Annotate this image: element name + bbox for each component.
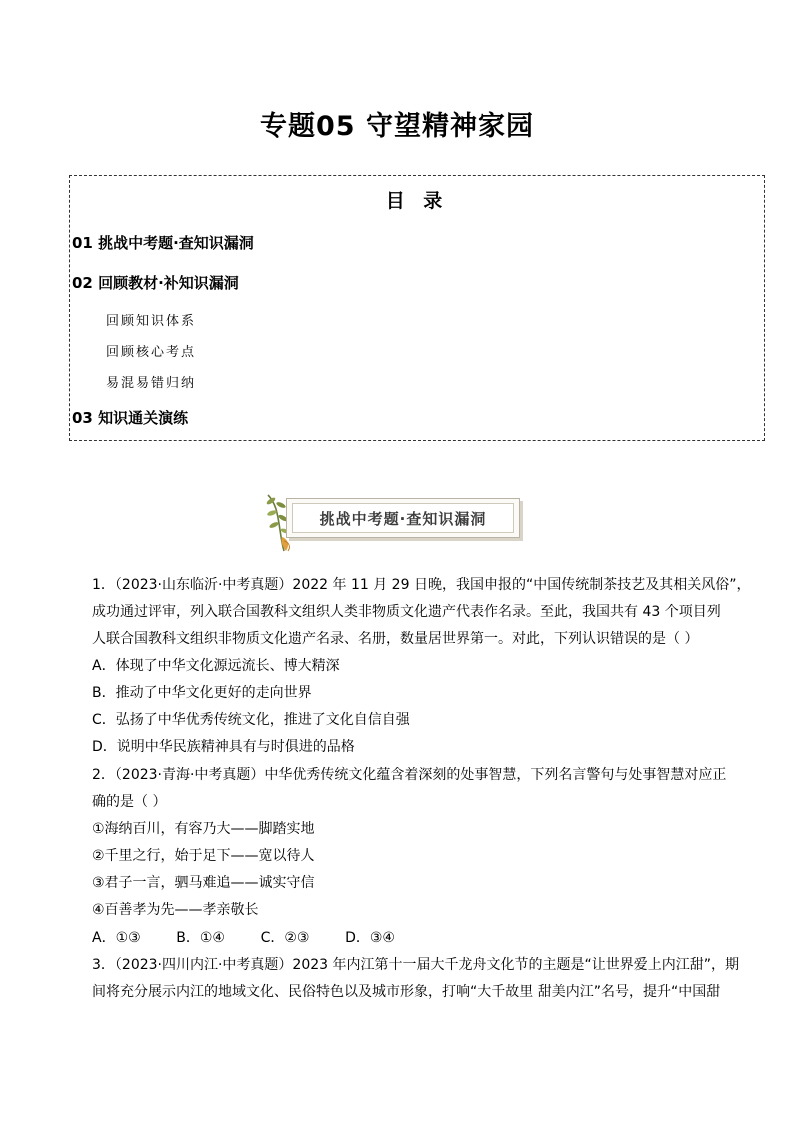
statement-item: ②千里之行，始于足下——宽以待人 [92, 848, 315, 864]
section-banner [262, 493, 524, 553]
table-of-contents [69, 175, 765, 441]
toc-subitem-knowledge-system[interactable]: 回顾知识体系 [106, 314, 197, 329]
toc-subitem-core-points[interactable]: 回顾核心考点 [106, 345, 197, 360]
question-line: 人联合国教科文组织非物质文化遗产名录、名册，数量居世界第一。对此，下列认识错误的是（ ） [92, 631, 699, 647]
answer-option[interactable]: D．说明中华民族精神具有与时俱进的品格 [92, 739, 355, 755]
toc-item-03[interactable]: 03 知识通关演练 [72, 409, 189, 427]
answer-option[interactable]: A．体现了中华文化源远流长、博大精深 [92, 658, 340, 674]
toc-heading: 目 录 [385, 190, 449, 212]
answer-options-row[interactable]: A．①③ B．①④ C．②③ D．③④ [92, 930, 395, 946]
question-line: 2．（2023·青海·中考真题）中华优秀传统文化蕴含着深刻的处事智慧，下列名言警句与处事智慧对应正 [92, 767, 727, 783]
question-line: 成功通过评审，列入联合国教科文组织人类非物质文化遗产代表作名录。至此，我国共有 43 个项目列 [92, 604, 721, 620]
toc-subitem-confusing-errors[interactable]: 易混易错归纳 [106, 376, 197, 391]
question-line: 确的是（ ） [92, 794, 167, 810]
question-line: 3．（2023·四川内江·中考真题）2023 年内江第十一届大千龙舟文化节的主题是“让世界爱上内江甜”，期 [92, 957, 740, 973]
page-title: 专题05 守望精神家园 [260, 111, 534, 142]
answer-option[interactable]: B．推动了中华文化更好的走向世界 [92, 685, 312, 701]
statement-item: ①海纳百川，有容乃大——脚踏实地 [92, 821, 315, 837]
section-banner-plate [286, 498, 520, 538]
toc-item-02[interactable]: 02 回顾教材·补知识漏洞 [72, 274, 239, 292]
statement-item: ④百善孝为先——孝亲敬长 [92, 902, 259, 918]
toc-item-01[interactable]: 01 挑战中考题·查知识漏洞 [72, 234, 254, 252]
statement-item: ③君子一言，驷马难追——诚实守信 [92, 875, 315, 891]
answer-option[interactable]: C．弘扬了中华优秀传统文化，推进了文化自信自强 [92, 712, 410, 728]
question-line: 间将充分展示内江的地域文化、民俗特色以及城市形象，打响“大千故里 甜美内江”名号，提升“中国甜 [92, 984, 721, 1000]
question-line: 1．（2023·山东临沂·中考真题）2022 年 11 月 29 日晚，我国申报的“中国传统制茶技艺及其相关风俗”， [92, 577, 751, 593]
section-banner-label: 挑战中考题·查知识漏洞 [292, 503, 514, 533]
